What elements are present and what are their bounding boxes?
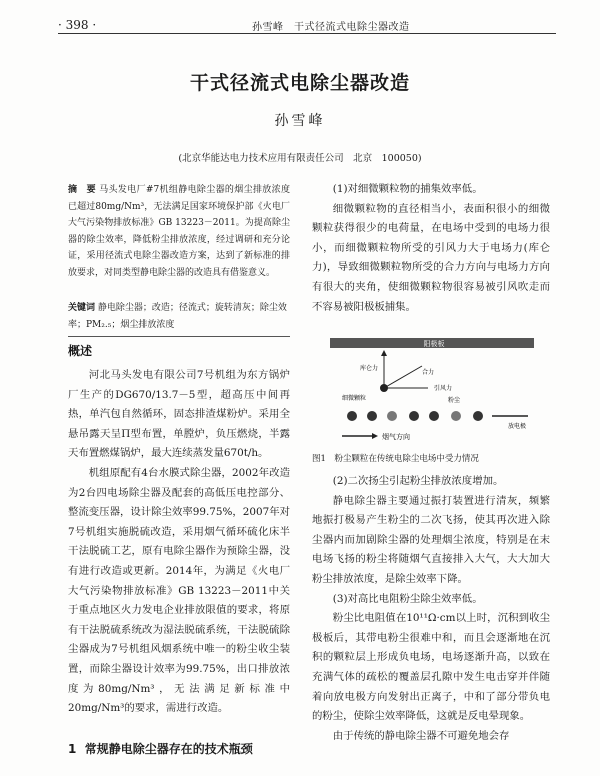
overview-paragraph: 机组原配有4台水膜式除尘器，2002年改造为2台四电场除尘器及配套的高低压电控部分、整流变压器，设计除尘效率99.75%，2007年对7号机组实施脱硫改造，采用烟气循环硫化床半干法脱硫工艺，原有电除尘器作为预除尘器，没有进行改造或更新。2014年，为满足《火电厂大气污染物排放标准》GB 13223－2011中关于重点地区火力发电企业排放限值的要求，将原有干法脱硫系统改为湿法脱硫系统，干法脱硫除尘器成为7号机组风烟系统中唯一的粉尘收尘装置，而除尘器设计效率为99.75%，出口排放浓度为80mg/Nm³，无法满足新标准中20mg/Nm³的要求，需进行改造。	[68, 466, 290, 715]
dust-particle	[473, 411, 483, 421]
flow-arrowhead	[372, 433, 378, 439]
right-paragraph: (3)对高比电阻粉尘除尘效率低。	[332, 592, 483, 605]
resultant-arrow	[384, 366, 422, 388]
right-paragraph: (2)二次扬尘引起粉尘排放浓度增加。	[332, 475, 504, 487]
abstract	[68, 182, 290, 281]
overview-body	[68, 366, 290, 719]
overview-heading: 概述	[68, 344, 93, 358]
coulomb-arrowhead	[381, 350, 387, 356]
flow-label: 烟气方向	[382, 433, 410, 441]
dust-particle	[409, 411, 419, 421]
dust-particle	[347, 411, 357, 421]
dust-particle	[367, 411, 377, 421]
abstract-label: 摘 要	[68, 185, 97, 195]
coulomb-label: 库仑力	[360, 365, 379, 372]
section-1-title: 常规静电除尘器存在的技术瓶颈	[84, 742, 253, 756]
section-1-number: 1	[68, 742, 77, 756]
right-paragraph: 细微颗粒物的直径相当小，表面积很小的细微颗粒获得很少的电荷量，在电场中受到的电场力很小，而细微颗粒物所受的引风力大于电场力(库仑力)，导致细微颗粒物所受的合力方向与电场力方向有很大的夹角，使细微颗粒物很容易被引风吹走而不容易被阳极板捕集。	[312, 202, 550, 313]
header-rule	[58, 33, 556, 34]
figure-1-caption: 图1 粉尘颗粒在传统电除尘电场中受力情况	[312, 454, 479, 464]
right-paragraph: 由于传统的静电除尘器不可避免地会存	[332, 729, 510, 742]
page-number: · 398 ·	[58, 18, 97, 32]
anode-label: 阳极板	[423, 340, 445, 348]
running-head: 孙雪峰 干式径流式电除尘器改造	[252, 22, 410, 33]
dust-particle	[387, 411, 397, 421]
electrode-label: 放电极	[508, 423, 527, 430]
overview-paragraph: 河北马头发电有限公司7号机组为东方锅炉厂生产的DG670/13.7－5型，超高压中间再热，单汽包自然循环，固态排渣煤粉炉。采用全悬吊露天呈Π型布置，单膛炉，负压燃烧，半露天布置燃煤锅炉，最大连续蒸发量670t/h。	[68, 369, 290, 460]
keywords-label: 关键词	[68, 303, 96, 313]
abstract-rule	[68, 336, 290, 337]
wind-label: 引风力	[434, 385, 453, 392]
affiliation: (北京华能达电力技术应用有限责任公司 北京 100050)	[178, 153, 422, 164]
coarse-dust-label: 粉尘	[448, 397, 461, 404]
right-paragraph: (1)对细微颗粒物的捕集效率低。	[332, 183, 483, 195]
fine-dust-particle	[380, 384, 388, 392]
paper-title: 干式径流式电除尘器改造	[189, 72, 410, 94]
right-paragraph: 静电除尘器主要通过振打装置进行清灰，频繁地振打极易产生粉尘的二次飞扬，使其再次进入除尘器内而加剧除尘器的处理烟尘浓度，特别是在末电场飞扬的粉尘将随烟气直接排入大气，大大加大粉尘排放浓度，是除尘效率下降。	[312, 494, 550, 585]
resultant-label: 合力	[422, 369, 435, 376]
dust-particle	[429, 411, 439, 421]
figure-1-diagram	[322, 336, 542, 446]
right-paragraph: 粉尘比电阻值在10¹¹Ω·cm以上时，沉积到收尘极板后，其带电粉尘很难中和，而且会逐渐地在沉积的颗粒层上形成负电场，电场逐渐升高，以致在充满气体的疏松的覆盖层孔隙中发生电击穿并伴随着向放电极方向发射出正离子，中和了部分带负电的粉尘，使除尘效率降低，这就是反电晕现象。	[312, 612, 550, 723]
abstract-text: 马头发电厂#7机组静电除尘器的烟尘排放浓度已超过80mg/Nm³，无法满足国家环境保护部《火电厂大气污染物排放标准》GB 13223－2011。为提高除尘器的除尘效率，降低粉尘排放浓度，经过调研和充分论证，采用径流式电除尘器改造方案，达到了新标准的排放要求，对同类型静电除尘器的改造具有借鉴意义。	[68, 185, 290, 278]
right-column-bottom	[312, 472, 550, 746]
keywords	[68, 300, 290, 333]
dust-particle	[451, 411, 461, 421]
author: 孙雪峰	[274, 113, 326, 129]
fine-dust-label: 细微颗粒	[342, 395, 367, 402]
right-column-top	[312, 180, 550, 317]
section-1-heading	[68, 740, 290, 757]
keywords-text: 静电除尘器；改造；径流式；旋转清灰；除尘效率；PM₂.₅；烟尘排放浓度	[68, 303, 287, 330]
